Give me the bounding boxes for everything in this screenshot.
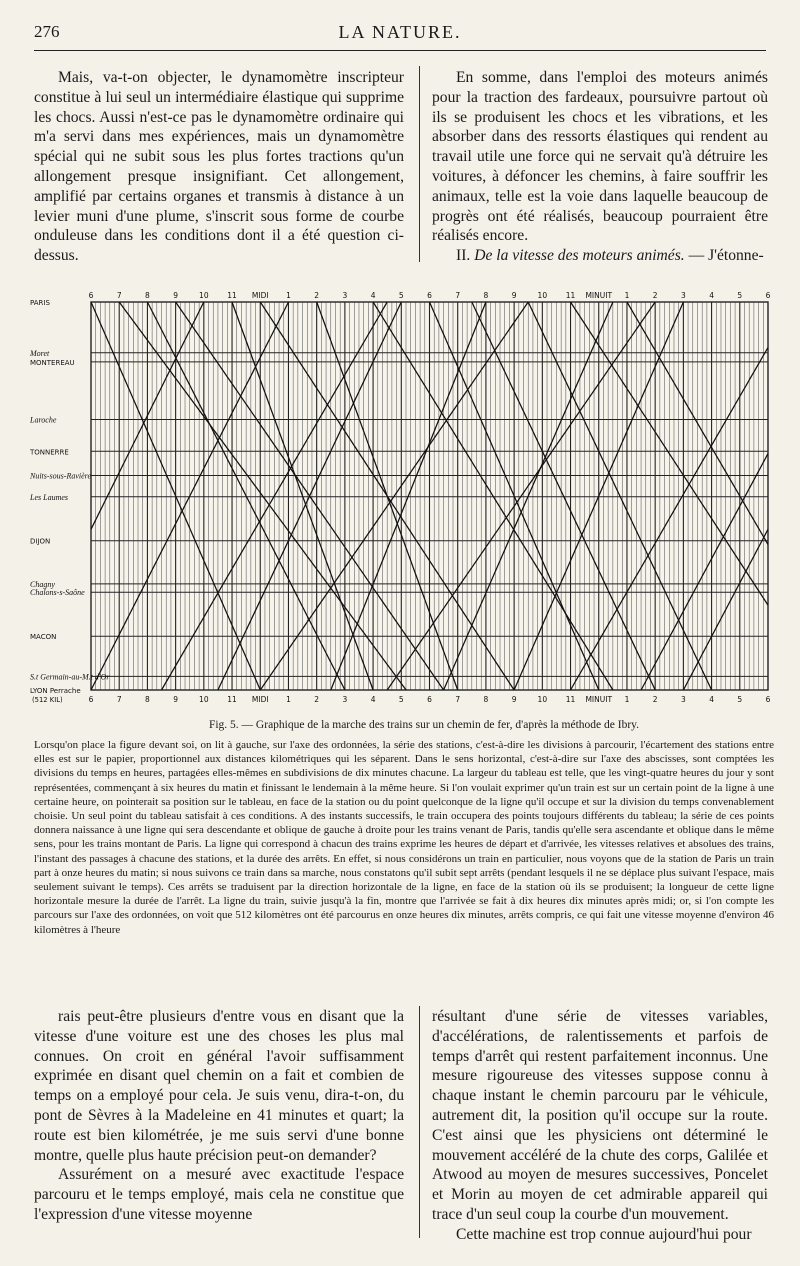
bottom-axis-tick-label: 1 [286, 695, 291, 704]
train-graph-chart [0, 284, 800, 714]
bottom-right-column [432, 1007, 768, 1245]
bottom-axis-tick-label: 11 [565, 695, 576, 704]
bottom-axis-tick-label: 2 [652, 695, 658, 704]
bottom-axis-tick-label: 6 [427, 695, 432, 704]
bottom-axis-tick-label: 1 [624, 695, 630, 704]
page-header [34, 22, 766, 44]
top-axis-tick-label: 7 [116, 291, 122, 300]
bottom-axis-tick-label: 6 [88, 695, 94, 704]
column-divider-bottom [419, 1006, 420, 1238]
figure-note-text: Lorsqu'on place la figure devant soi, on lit à gauche, sur l'axe des ordonnées, la série des stations, c'est-à-dire les divisions à parcourir, l'écartement des stations entre elles est sur le papier, proportionnel aux distances kilométriques qui les séparent. Dans le sens horizontal, c'est-à-dire sur l'axe des abscisses, sont comptées les divisions du temps en heures, partagées elles-mêmes en subdivisions de dix minutes chacune. La largeur du tableau est telle, que les vingt-quatre heures du jour y sont représentées, commençant à six heures du matin et finissant le lendemain à la même heure. Si l'on voulait exprimer qu'un train est sur un certain point de la ligne à une certaine heure, on pointerait sa position sur le tableau, en face de la station ou du point quelconque de la ligne qu'il occupe et sur la division du temps convenablement choisie. Un seul point du tableau satisfait à ces conditions. A des instants successifs, le train occupera des points toujours différents du tableau; la série de ces points donnera naissance à une ligne qui sera descendante et oblique de gauche à droite pour les trains venant de Paris, tandis qu'elle sera ascendante et oblique dans le même sens, pour les trains montant de Paris. La ligne qui correspond à chacun des trains exprime les heures de départ et d'arrivée, les vitesses relatives et absolues des trains, l'instant des passages à chacune des stations, et la durée des arrêts. En effet, si nous considérons un train en particulier, nous voyons que de la station de Paris un train part à onze heures du matin; si nous suivons ce train dans sa marche, nous constatons qu'il subit sept arrêts (pendant lesquels il ne se déplace plus suivant l'espace, mais seulement suivant le temps). Ces arrêts se traduisent par la direction horizontale de la ligne, en face de la station où ils se produisent; la longueur de cette ligne horizontale mesure la durée de l'arrêt. La ligne du train, suivie jusqu'à la fin, montre que l'arrivée se fait à dix heures dix minutes après midi; or, si l'on compte les parcours sur l'axe des ordonnées, on voit que 512 kilomètres ont été parcourus en onze heures dix minutes, arrêts compris, ce qui fait une vitesse moyenne d'environ 46 kilomètres à l'heure [34, 739, 774, 936]
top-axis-tick-label: 4 [370, 291, 376, 300]
top-axis-tick-label: 1 [286, 291, 291, 300]
column-divider-top [419, 66, 420, 262]
top-axis-tick-label: 2 [314, 291, 320, 300]
station-label: Moret [30, 348, 50, 358]
station-label: MACON [30, 633, 57, 642]
bottom-axis-tick-label: 4 [709, 695, 714, 704]
page-number: 276 [34, 22, 60, 41]
bottom-axis-tick-label: 9 [511, 695, 517, 704]
station-label: LYON Perrache [30, 687, 81, 695]
bottom-axis-tick-label: 7 [116, 695, 122, 704]
top-axis-tick-label: MIDI [251, 291, 269, 300]
bottom-axis-tick-label: 9 [173, 695, 179, 704]
bottom-axis-tick-label: 3 [342, 695, 348, 704]
section-title: De la vitesse des moteurs animés. [474, 247, 685, 265]
top-axis-tick-label: 1 [624, 291, 630, 300]
bottom-axis-tick-label: 7 [455, 695, 461, 704]
header-rule [34, 50, 766, 51]
section-start: — J'étonne- [688, 247, 764, 265]
top-axis-tick-label: 5 [398, 291, 404, 300]
top-axis-tick-label: 11 [227, 291, 237, 300]
journal-title: LA NATURE. [338, 22, 462, 42]
bottom-axis-tick-label: 8 [145, 695, 150, 704]
bottom-axis-tick-label: 10 [199, 695, 209, 704]
top-axis-tick-label: 10 [537, 291, 548, 300]
top-axis-tick-label: 10 [199, 291, 209, 300]
station-label: DIJON [30, 537, 51, 546]
top-axis-tick-label: 9 [511, 291, 517, 300]
top-axis-tick-label: 6 [88, 291, 94, 300]
top-axis-tick-label: 3 [342, 291, 348, 300]
top-axis-tick-label: 9 [173, 291, 179, 300]
bottom-axis-tick-label: 2 [314, 695, 320, 704]
top-axis-tick-label: 6 [765, 291, 771, 300]
section-heading [432, 246, 768, 266]
bottom-axis-tick-label: MIDI [251, 695, 269, 704]
station-label: Les Laumes [30, 492, 69, 502]
bottom-axis-tick-label: MINUIT [585, 695, 613, 704]
station-label: MONTEREAU [30, 358, 75, 367]
top-left-column [34, 68, 404, 266]
station-label: Laroche [30, 415, 57, 425]
bottom-axis-tick-label: 5 [737, 695, 743, 704]
bottom-axis-tick-label: 6 [765, 695, 771, 704]
top-axis-tick-label: 7 [455, 291, 461, 300]
top-axis-tick-label: 6 [427, 291, 432, 300]
top-right-paragraph: En somme, dans l'emploi des moteurs animés pour la traction des fardeaux, poursuivre partout où ils se produisent les chocs et les vibrations, et les absorber dans des ressorts élastiques qui rendent au travail utile une force qui ne servait qu'à détruire les voitures, à défoncer les chemins, à faire souffrir les animaux, telle est la voie dans laquelle beaucoup de progrès ont été réalisés, beaucoup pourraient être réalisés encore. [432, 69, 768, 245]
figure-note [34, 738, 774, 937]
top-axis-tick-label: 8 [483, 291, 489, 300]
station-label: S.t Germain-au-M.t d'Or [30, 672, 110, 682]
top-left-paragraph: Mais, va-t-on objecter, le dynamomètre inscripteur constitue à lui seul un intermédiaire élastique qui supprime les chocs. Aussi n'est-ce pas le dynamomètre ordinaire qui m'a servi dans mes expériences, mais un dynamomètre spécial qui ne subit sous les plus fortes tractions qu'un allongement presque insignifiant. Cet allongement, amplifié par certains organes et transmis à distance à un levier muni d'une plume, s'inscrit sous forme de courbe onduleuse dans les conditions dont il a été question ci-dessus. [34, 69, 404, 265]
section-number: II. [456, 247, 471, 265]
top-axis-tick-label: 11 [565, 291, 576, 300]
bottom-axis-tick-label: 4 [370, 695, 376, 704]
top-axis-tick-label: 2 [652, 291, 658, 300]
bottom-axis-tick-label: 5 [398, 695, 404, 704]
bottom-right-paragraph-2: Cette machine est trop connue aujourd'hui pour [456, 1225, 752, 1243]
top-right-column [432, 68, 768, 266]
bottom-left-paragraph-2: Assurément on a mesuré avec exactitude l'espace parcouru et le temps employé, mais cela ne constitue que l'expression d'une vitesse moyenne [34, 1166, 404, 1223]
bottom-left-column [34, 1007, 404, 1225]
bottom-axis-tick-label: 11 [227, 695, 237, 704]
top-axis-tick-label: MINUIT [585, 291, 613, 300]
figure-caption: Fig. 5. — Graphique de la marche des trains sur un chemin de fer, d'après la méthode de Ibry. [208, 719, 640, 731]
bottom-right-paragraph-1: résultant d'une série de vitesses variables, d'accélérations, de ralentissements et parfois de temps d'arrêt qui restent parfaitement inconnus. Une mesure rigoureuse des vitesses suppose connu à chaque instant le chemin parcouru par le véhicule, autrement dit, la position qu'il occupe sur la route. C'est ainsi que les physiciens ont déterminé le mouvement accéléré de la chute des corps, Galilée et Atwood au moyen de mesures successives, Poncelet et Morin au moyen de cet admirable appareil qui trace d'un seul coup la courbe d'un mouvement. [432, 1008, 768, 1223]
station-label: Nuits-sous-Ravière [30, 471, 92, 481]
bottom-axis-tick-label: 10 [537, 695, 548, 704]
station-label: Chalons-s-Saône [30, 588, 85, 598]
top-axis-tick-label: 5 [737, 291, 743, 300]
bottom-axis-tick-label: 8 [483, 695, 489, 704]
top-axis-tick-label: 8 [145, 291, 150, 300]
bottom-left-label: (512 KIL) [32, 696, 63, 704]
station-label: Chagny [30, 579, 55, 589]
station-label: TONNERRE [30, 448, 69, 457]
bottom-left-paragraph-1: rais peut-être plusieurs d'entre vous en disant que la vitesse d'une voiture est une des choses les plus mal connues. On croit en général l'avoir suffisamment exprimée en disant quel chemin on a fait et combien de temps on a employé pour cela. Je suis venu, dira-t-on, du pont de Sèvres à la Madeleine en 41 minutes et quart; la route est bien kilométrée, je me suis servi d'une bonne montre, quelle plus haute précision peut-on demander? [34, 1008, 404, 1164]
bottom-axis-tick-label: 3 [680, 695, 686, 704]
top-axis-tick-label: 4 [709, 291, 714, 300]
train-graph-figure [0, 284, 800, 714]
top-axis-tick-label: 3 [680, 291, 686, 300]
station-label: PARIS [30, 299, 50, 307]
